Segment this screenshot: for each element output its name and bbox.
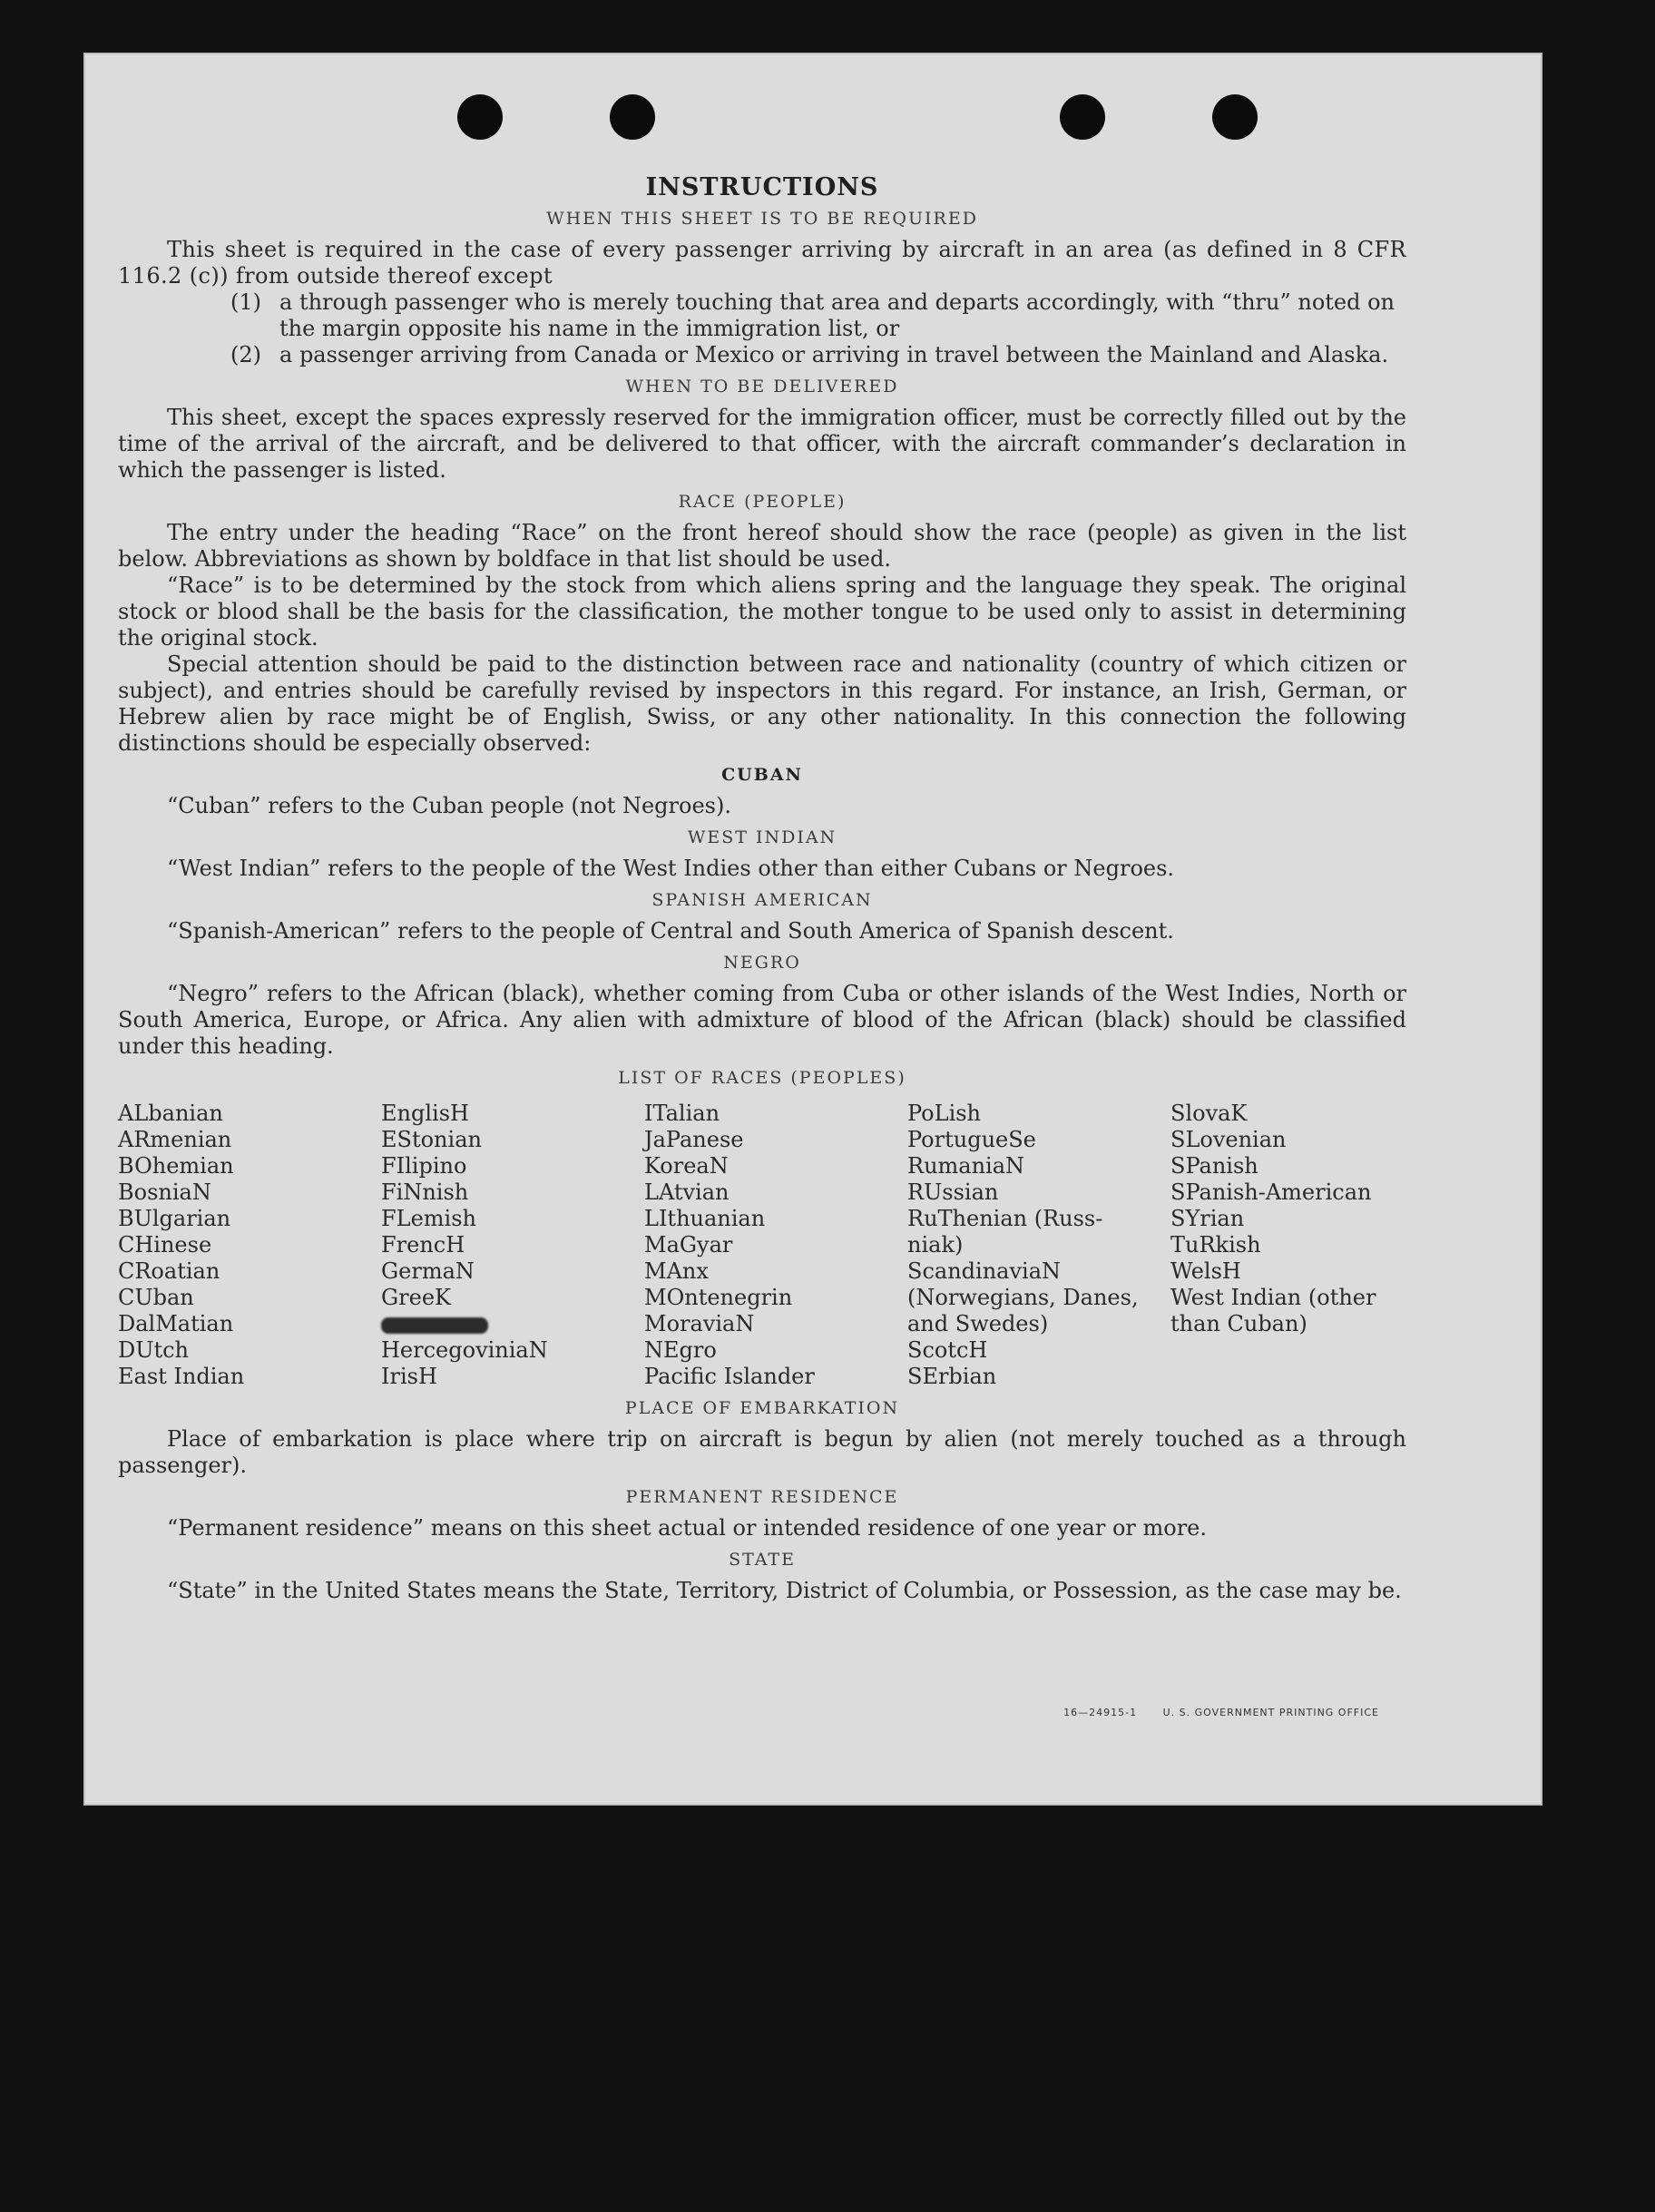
heading-cuban: CUBAN [721, 765, 803, 785]
race-paragraph: The entry under the heading “Race” on the front hereof should show the race (people) as given in the list below. Abbreviations as shown by boldface in that list should be used. [118, 520, 1406, 572]
negro-text: “Negro” refers to the African (black), whether coming from Cuba or other islands of the West Indies, North or South America, Europe, or Africa. Any alien with admixture of blood of the African (black) should be classified under this heading. [118, 981, 1406, 1059]
document-page [83, 53, 1542, 1806]
heading-state: STATE [729, 1550, 796, 1570]
printer-name: U. S. GOVERNMENT PRINTING OFFICE [1162, 1707, 1379, 1718]
race-item: LAtvian [644, 1179, 730, 1205]
heading-list-of-races: LIST OF RACES (PEOPLES) [618, 1068, 906, 1088]
heading-place-of-embarkation: PLACE OF EMBARKATION [624, 1398, 900, 1418]
exception-text: a through passenger who is merely touching that area and departs accordingly, with “thru” noted on the margin opposite his name in the immigration list, or [279, 289, 1395, 341]
races-column [644, 1101, 907, 1390]
permanent-residence-text: “Permanent residence” means on this sheet actual or intended residence of one year or more. [167, 1515, 1207, 1541]
race-item: FIlipino [381, 1153, 467, 1179]
form-code: 16—24915-1 [1063, 1707, 1138, 1718]
race-item: SErbian [907, 1364, 997, 1389]
printer-imprint [1042, 1707, 1379, 1718]
instructions-content [118, 174, 1406, 1604]
race-item: LIthuanian [644, 1206, 766, 1231]
race-item: MaGyar [644, 1232, 733, 1258]
races-list [118, 1101, 1406, 1390]
race-item: FiNnish [381, 1179, 469, 1205]
race-item: MOntenegrin [644, 1285, 793, 1310]
race-item: HercegoviniaN [381, 1337, 548, 1363]
races-column [118, 1101, 381, 1390]
race-item: TuRkish [1170, 1232, 1261, 1258]
race-item: JaPanese [644, 1127, 744, 1152]
races-column [381, 1101, 644, 1390]
race-item-redacted [381, 1311, 644, 1337]
redaction-mark [381, 1317, 488, 1334]
race-item: ALbanian [118, 1101, 223, 1126]
race-item: BUlgarian [118, 1206, 231, 1231]
heading-when-delivered: WHEN TO BE DELIVERED [625, 377, 899, 396]
exception-item [118, 342, 1406, 368]
race-item: MAnx [644, 1258, 709, 1284]
exception-item [118, 289, 1406, 342]
state-text: “State” in the United States means the State, Territory, District of Columbia, or Possession, as the case may be. [167, 1578, 1402, 1603]
heading-when-required: WHEN THIS SHEET IS TO BE REQUIRED [546, 209, 978, 229]
race-item: IrisH [381, 1364, 437, 1389]
races-column [1170, 1101, 1406, 1390]
race-item: East Indian [118, 1364, 245, 1389]
race-item: KoreaN [644, 1153, 729, 1179]
race-item: ScandinaviaN (Norwegians, Danes, and Swedes) [907, 1258, 1139, 1336]
exception-number: (2) [230, 342, 261, 367]
spanish-american-text: “Spanish-American” refers to the people of Central and South America of Spanish descent. [167, 918, 1174, 944]
race-item: SLovenian [1170, 1127, 1287, 1152]
race-item: DUtch [118, 1337, 190, 1363]
exception-number: (1) [230, 289, 261, 315]
race-item: RuThenian (Russ-niak) [907, 1206, 1103, 1258]
race-item: CRoatian [118, 1258, 220, 1284]
race-item: WelsH [1170, 1258, 1241, 1284]
punch-hole [610, 94, 655, 140]
race-item: SPanish-American [1170, 1179, 1372, 1205]
punch-hole [457, 94, 503, 140]
race-item: EStonian [381, 1127, 482, 1152]
race-item: Pacific Islander [644, 1364, 815, 1389]
race-item: RumaniaN [907, 1153, 1025, 1179]
race-item: ScotcH [907, 1337, 988, 1363]
race-item: EnglisH [381, 1101, 469, 1126]
race-item: ITalian [644, 1101, 720, 1126]
when-delivered-text: This sheet, except the spaces expressly reserved for the immigration officer, must be correctly filled out by the time of the arrival of the aircraft, and be delivered to that officer, with the aircraft commander’s declaration in which the passenger is listed. [118, 405, 1406, 483]
race-item: CUban [118, 1285, 194, 1310]
punch-hole [1212, 94, 1258, 140]
punch-hole [1060, 94, 1105, 140]
heading-west-indian: WEST INDIAN [687, 827, 837, 847]
race-item: SPanish [1170, 1153, 1258, 1179]
race-item: MoraviaN [644, 1311, 755, 1336]
race-item: FLemish [381, 1206, 476, 1231]
race-item: BOhemian [118, 1153, 234, 1179]
embarkation-text: Place of embarkation is place where trip on aircraft is begun by alien (not merely touched as a through passenger). [118, 1426, 1406, 1478]
race-item: NEgro [644, 1337, 717, 1363]
race-item: FrencH [381, 1232, 465, 1258]
race-item: BosniaN [118, 1179, 211, 1205]
heading-spanish-american: SPANISH AMERICAN [651, 890, 873, 910]
heading-permanent-residence: PERMANENT RESIDENCE [625, 1487, 899, 1507]
race-item: GermaN [381, 1258, 475, 1284]
when-required-intro: This sheet is required in the case of every passenger arriving by aircraft in an area (as defined in 8 CFR 116.2 (c)) from outside thereof except [118, 237, 1406, 289]
heading-negro: NEGRO [723, 953, 801, 973]
races-column [907, 1101, 1170, 1390]
exception-text: a passenger arriving from Canada or Mexico or arriving in travel between the Mainland and Alaska. [279, 342, 1389, 367]
race-item: DalMatian [118, 1311, 234, 1336]
race-item: PoLish [907, 1101, 982, 1126]
race-item: West Indian (other than Cuban) [1170, 1285, 1376, 1336]
race-item: RUssian [907, 1179, 999, 1205]
west-indian-text: “West Indian” refers to the people of the West Indies other than either Cubans or Negroes. [167, 856, 1175, 881]
race-item: GreeK [381, 1285, 451, 1310]
race-item: PortugueSe [907, 1127, 1036, 1152]
cuban-text: “Cuban” refers to the Cuban people (not Negroes). [167, 793, 731, 818]
race-paragraph: “Race” is to be determined by the stock from which aliens spring and the language they speak. The original stock or blood shall be the basis for the classification, the mother tongue to be used only to assist in determining the original stock. [118, 573, 1406, 651]
heading-race: RACE (PEOPLE) [678, 492, 847, 512]
document-title: INSTRUCTIONS [645, 173, 879, 201]
race-item: CHinese [118, 1232, 212, 1258]
race-paragraph: Special attention should be paid to the distinction between race and nationality (country of which citizen or subject), and entries should be carefully revised by inspectors in this regard. For instance, an Irish, German, or Hebrew alien by race might be of English, Swiss, or any other nationality. In this connection the following distinctions should be especially observed: [118, 651, 1406, 756]
race-item: SYrian [1170, 1206, 1245, 1231]
race-item: SlovaK [1170, 1101, 1248, 1126]
race-item: ARmenian [118, 1127, 232, 1152]
